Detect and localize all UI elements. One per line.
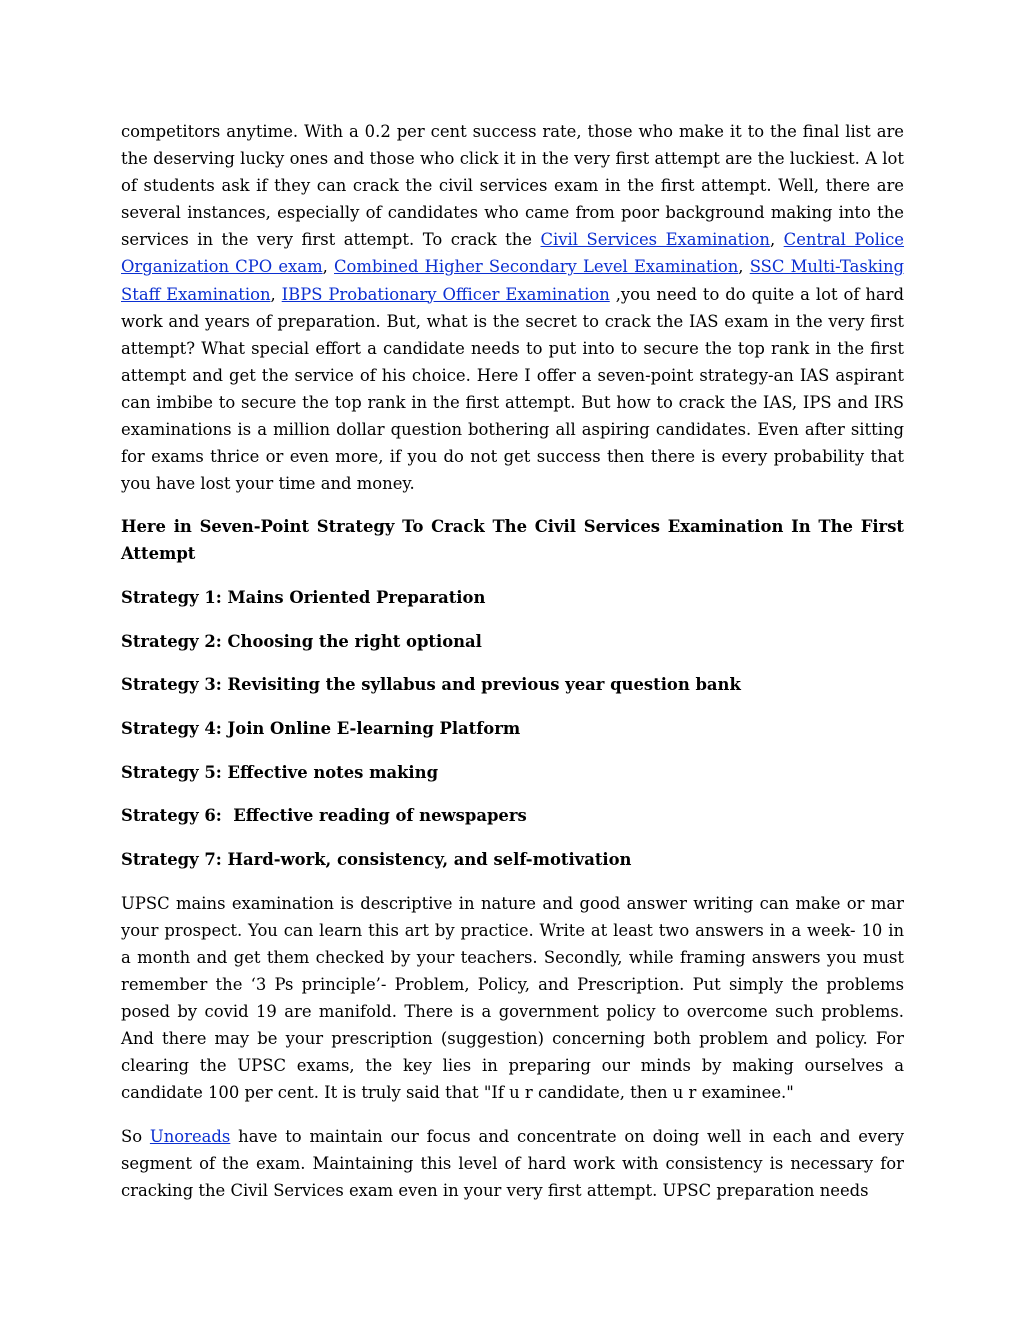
- strategy-item-4: Strategy 4: Join Online E-learning Platform: [121, 719, 521, 739]
- link-combined-higher-secondary-level-examination[interactable]: Combined Higher Secondary Level Examination: [334, 257, 739, 277]
- intro-text-end: ,you need to do quite a lot of hard work and years of preparation. But, what is the secret to crack the IAS exam in the very first attempt? What special effort a candidate needs to put into to secure the top rank in the first attempt and get the service of his choice. Here I offer a seven-point strategy-an IAS aspirant can imbibe to secure the top rank in the first attempt. But how to crack the IAS, IPS and IRS examinations is a million dollar question bothering all aspiring candidates. Even after sitting for exams thrice or even more, if you do not get success then there is every probability that you have lost your time and money.: [121, 284, 904, 494]
- link-central-police-organization-cpo-exam[interactable]: Central Police Organization CPO exam: [121, 230, 905, 277]
- separator: ,: [738, 257, 750, 277]
- strategy-item-1: Strategy 1: Mains Oriented Preparation: [121, 588, 486, 607]
- strategy-item-7: Strategy 7: Hard-work, consistency, and self-motivation: [121, 850, 632, 870]
- separator: ,: [769, 230, 784, 250]
- body-paragraph-unoreads: [121, 1123, 904, 1204]
- link-ssc-multi-tasking-staff-examination[interactable]: SSC Multi-Tasking Staff Examination: [121, 257, 905, 304]
- link-unoreads[interactable]: Unoreads: [149, 1126, 231, 1146]
- link-civil-services-examination[interactable]: Civil Services Examination: [540, 230, 770, 250]
- intro-paragraph: [121, 118, 904, 497]
- body-paragraph-mains: UPSC mains examination is descriptive in nature and good answer writing can make or mar your prospect. You can learn this art by practice. Write at least two answers in a week- 10 in a month and get them checked by your teachers. Secondly, while framing answers you must remember the ‘3 Ps principle’- Problem, Policy, and Prescription. Put simply the problems posed by covid 19 are manifold. There is a government policy to overcome such problems. And there may be your prescription (suggestion) concerning both problem and policy. For clearing the UPSC exams, the key lies in preparing our minds by making ourselves a candidate 100 per cent. It is truly said that "If u r candidate, then u r examinee.": [121, 893, 904, 1103]
- section-heading: Here in Seven-Point Strategy To Crack The Civil Services Examination In The First Attempt: [121, 517, 904, 564]
- body-text-end: have to maintain our focus and concentrate on doing well in each and every segment of the exam. Maintaining this level of hard work with consistency is necessary for cracking the Civil Services exam even in your very first attempt. UPSC preparation needs: [121, 1126, 904, 1200]
- intro-text-start: competitors anytime. With a 0.2 per cent success rate, those who make it to the final list are the deserving lucky ones and those who click it in the very first attempt are the luckiest. A lot of students ask if they can crack the civil services exam in the first attempt. Well, there are several instances, especially of candidates who came from poor background making into the services in the very first attempt. To crack the: [121, 122, 904, 250]
- separator: ,: [270, 284, 282, 304]
- strategy-item-3: Strategy 3: Revisiting the syllabus and previous year question bank: [121, 675, 741, 695]
- document-page: [121, 118, 904, 1204]
- strategy-item-2: Strategy 2: Choosing the right optional: [121, 631, 482, 651]
- body-text-start: So: [121, 1126, 150, 1146]
- link-ibps-probationary-officer-examination[interactable]: IBPS Probationary Officer Examination: [281, 284, 610, 304]
- separator: ,: [322, 257, 335, 277]
- strategy-item-5: Strategy 5: Effective notes making: [121, 762, 439, 782]
- strategy-item-6: Strategy 6: Effective reading of newspapers: [121, 806, 527, 826]
